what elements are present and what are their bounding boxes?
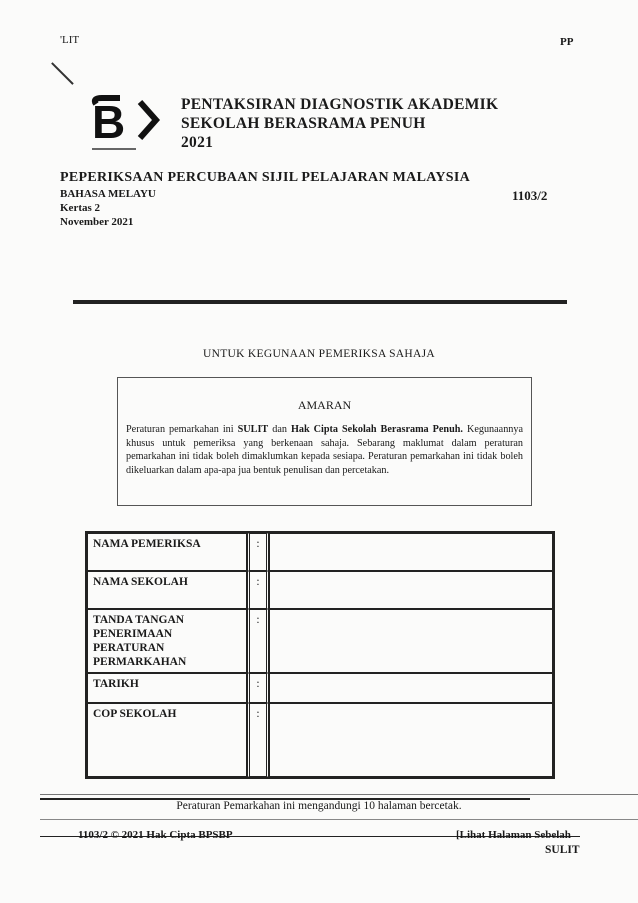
- exam-title: PEPERIKSAAN PERCUBAAN SIJIL PELAJARAN MALAYSIA: [60, 170, 471, 185]
- warning-title: AMARAN: [297, 398, 352, 412]
- form-colon: :: [247, 673, 269, 703]
- footer-divider: [40, 819, 638, 820]
- exam-subject: BAHASA MELAYU: [60, 188, 156, 200]
- form-row: [87, 673, 553, 703]
- exam-paper: Kertas 2: [60, 202, 101, 214]
- form-row: [87, 609, 553, 673]
- form-label: NAMA PEMERIKSA: [87, 533, 247, 571]
- warning-box: [117, 377, 532, 506]
- warning-text-part: Peraturan pemarkahan ini: [126, 424, 238, 435]
- form-row: [87, 533, 553, 571]
- form-label: NAMA SEKOLAH: [87, 571, 247, 609]
- form-row: [87, 703, 553, 777]
- warning-text-part: dan: [268, 424, 291, 435]
- form-label: COP SEKOLAH: [87, 703, 247, 777]
- examiner-form: [85, 531, 555, 779]
- warning-text: [126, 423, 523, 477]
- form-colon: :: [247, 571, 269, 609]
- top-left-mark: 'LIT: [60, 34, 80, 46]
- header-line2: SEKOLAH BERASRAMA PENUH: [181, 115, 426, 132]
- form-label: TANDA TANGAN PENERIMAAN PERATURAN PERMARKAHAN: [87, 609, 247, 673]
- cop-sekolah-field[interactable]: [269, 703, 553, 777]
- tarikh-field[interactable]: [269, 673, 553, 703]
- copyright: 1103/2 © 2021 Hak Cipta BPSBP: [78, 829, 233, 841]
- footer-divider: [40, 794, 638, 795]
- exam-code: 1103/2: [512, 188, 548, 203]
- form-colon: :: [247, 703, 269, 777]
- top-right-mark: PP: [560, 36, 574, 48]
- nama-sekolah-field[interactable]: [269, 571, 553, 609]
- form-colon: :: [247, 533, 269, 571]
- nama-pemeriksa-field[interactable]: [269, 533, 553, 571]
- next-page-note: [Lihat Halaman Sebelah: [456, 829, 571, 841]
- header-line1: PENTAKSIRAN DIAGNOSTIK AKADEMIK: [181, 96, 499, 113]
- form-row: [87, 571, 553, 609]
- tanda-tangan-field[interactable]: [269, 609, 553, 673]
- header-divider: [73, 300, 567, 304]
- header-year: 2021: [181, 134, 214, 151]
- svg-text:B: B: [92, 96, 126, 148]
- warning-bold-copyright: Hak Cipta Sekolah Berasrama Penuh.: [290, 424, 463, 435]
- warning-text-part: Kegunaannya khusus untuk pemeriksa yang berkenaan sahaja. Sebarang maklumat dalam peraturan pemarkahan ini tidak boleh dimaklumkan kepada sesiapa. Peraturan pemarkahan ini tidak boleh dikeluarkan dalam apa-apa jua bentuk penulisan dan percetakan.: [126, 424, 523, 476]
- form-colon: :: [247, 609, 269, 673]
- scan-mark: [51, 62, 73, 84]
- usage-note: UNTUK KEGUNAAN PEMERIKSA SAHAJA: [203, 348, 435, 360]
- exam-date: November 2021: [60, 216, 134, 228]
- warning-bold-sulit: SULIT: [237, 424, 269, 435]
- pages-note: Peraturan Pemarkahan ini mengandungi 10 halaman bercetak.: [176, 800, 462, 812]
- form-label: TARIKH: [87, 673, 247, 703]
- sbp-logo: [90, 94, 162, 156]
- sulit-label: SULIT: [545, 844, 580, 856]
